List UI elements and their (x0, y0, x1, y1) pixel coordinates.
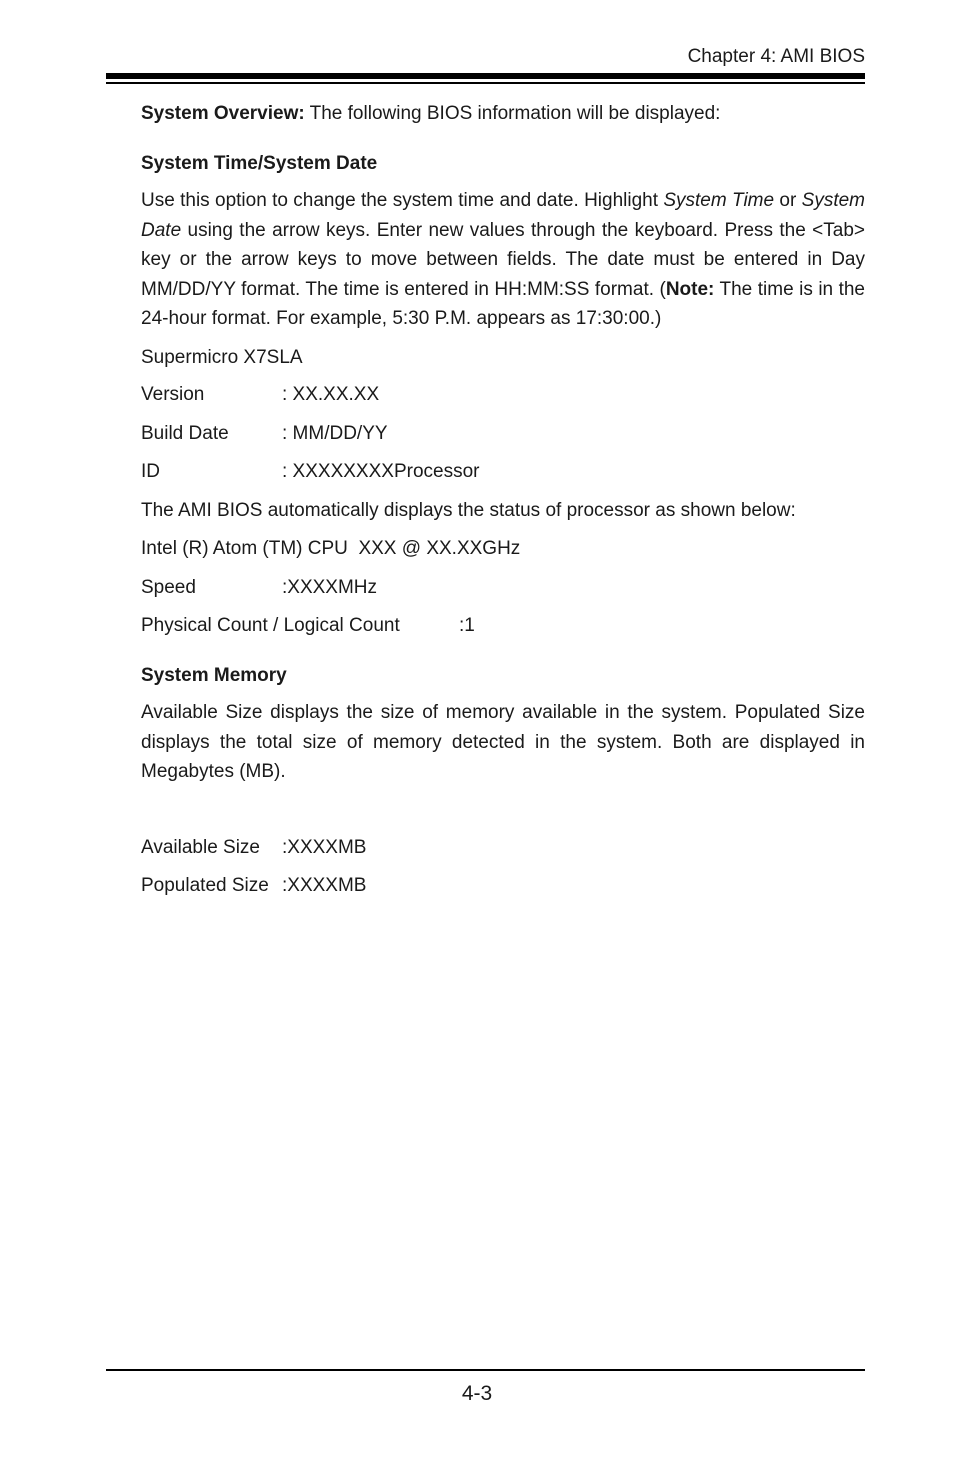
build-date-value: : MM/DD/YY (282, 422, 388, 444)
time-date-paragraph (141, 186, 865, 334)
populated-size-row (141, 871, 865, 901)
time-date-text-2: or (774, 190, 802, 211)
page-number: 4-3 (461, 1382, 493, 1405)
populated-size-label: Populated Size (141, 875, 269, 896)
chapter-header: Chapter 4: AMI BIOS (687, 46, 865, 67)
speed-row (141, 573, 865, 603)
cpu-line: Intel (R) Atom (TM) CPU XXX @ XX.XXGHz (141, 538, 521, 559)
header-rule-thick (106, 73, 865, 79)
build-date-label: Build Date (141, 422, 229, 444)
time-date-heading: System Time/System Date (141, 152, 378, 174)
available-size-row (141, 833, 865, 863)
count-row (141, 611, 865, 641)
system-date-term: System Date (141, 190, 865, 241)
version-label: Version (141, 384, 205, 405)
time-date-text-1: Use this option to change the system time and date. Highlight (141, 190, 664, 211)
available-size-value: :XXXXMB (282, 836, 367, 858)
speed-value: :XXXXMHz (282, 576, 378, 598)
board-name: Supermicro X7SLA (141, 346, 303, 368)
version-value: : XX.XX.XX (282, 384, 380, 405)
memory-heading: System Memory (141, 664, 287, 686)
overview-text: The following BIOS information will be displayed: (304, 103, 721, 124)
footer-rule (106, 1369, 865, 1371)
speed-label: Speed (141, 576, 196, 598)
id-row (141, 457, 865, 487)
memory-paragraph: Available Size displays the size of memory available in the system. Populated Size displays the total size of memory detected in the system. Both are displayed in Megabytes (MB). (141, 702, 865, 782)
overview-label: System Overview: (141, 103, 305, 124)
overview-line (141, 99, 865, 129)
count-label: Physical Count / Logical Count (141, 615, 400, 636)
system-time-term: System Time (663, 190, 775, 211)
build-date-row (141, 419, 865, 449)
processor-intro: The AMI BIOS automatically displays the status of processor as shown below: (141, 499, 796, 521)
version-row (141, 380, 865, 410)
header-rule-thin (106, 82, 865, 84)
time-date-text-3: using the arrow keys. Enter new values through the keyboard. Press the <Tab> key or the arrow keys to move between fields. The date must be entered in Day MM/DD/YY format. The time is entered in HH:MM:SS format. ( (141, 219, 865, 300)
page-content (141, 99, 865, 901)
populated-size-value: :XXXXMB (282, 875, 367, 896)
count-value: :1 (459, 615, 475, 636)
available-size-label: Available Size (141, 836, 261, 858)
note-label: Note: (665, 278, 715, 300)
id-label: ID (141, 461, 160, 482)
time-date-text-4: The time is in the 24-hour format. For example, 5:30 P.M. appears as 17:30:00.) (141, 278, 865, 329)
id-value: : XXXXXXXXProcessor (282, 461, 480, 482)
